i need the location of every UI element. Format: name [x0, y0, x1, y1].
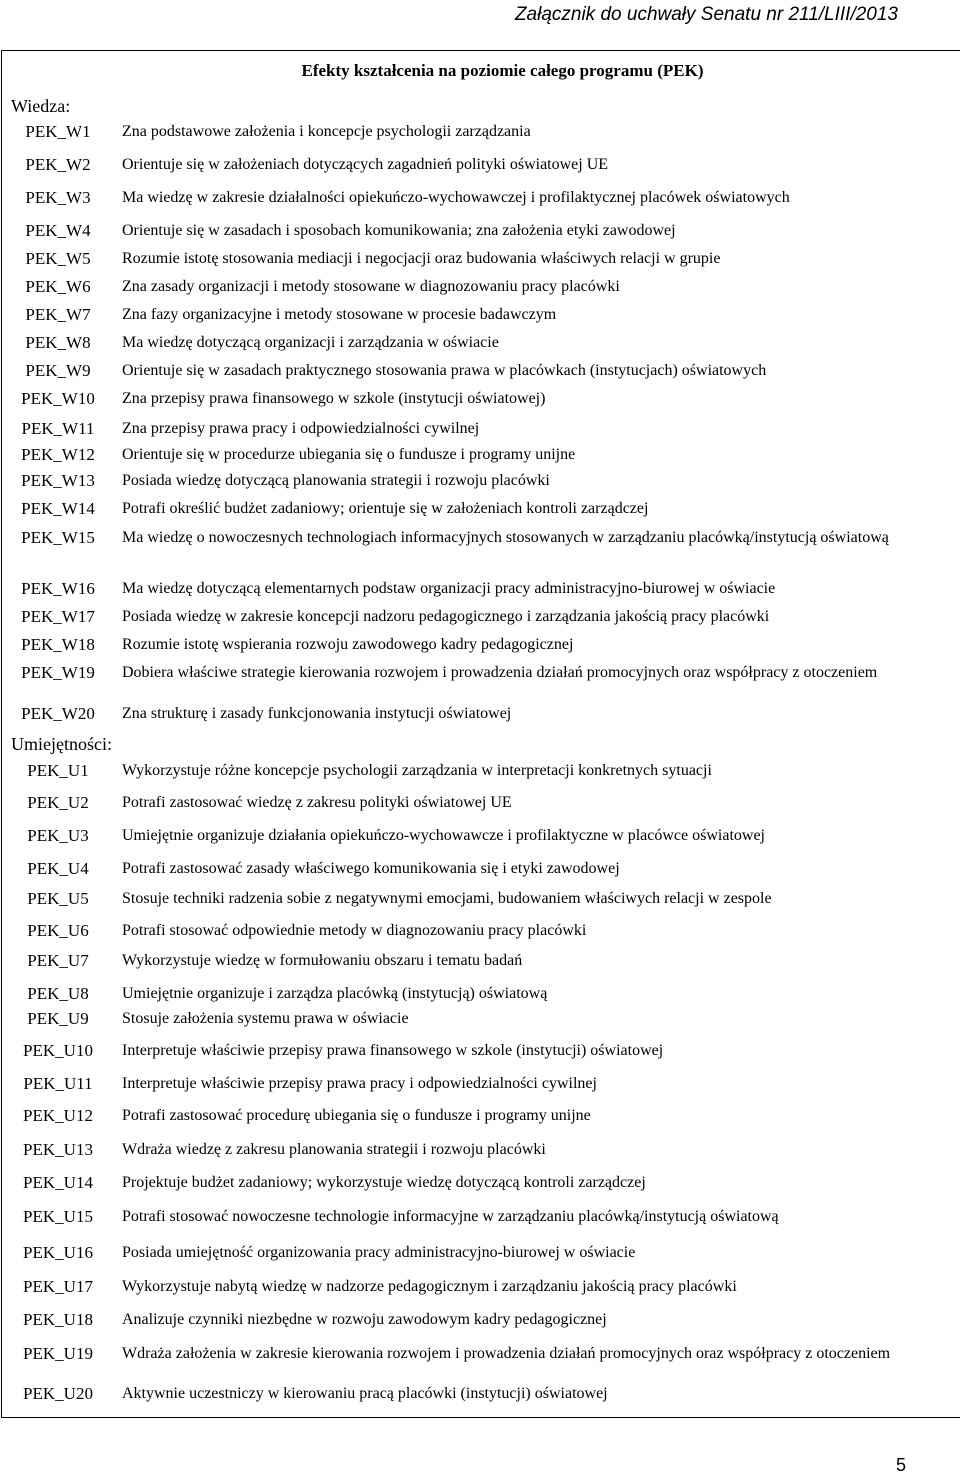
- item-description: Zna przepisy prawa pracy i odpowiedzialności cywilnej: [122, 420, 480, 437]
- item-description: Orientuje się w procedurze ubiegania się o fundusze i programy unijne: [122, 446, 576, 463]
- item-code: PEK_W6: [25, 277, 91, 296]
- item-code: PEK_W4: [25, 221, 91, 240]
- item-description: Interpretuje właściwie przepisy prawa pracy i odpowiedzialności cywilnej: [122, 1075, 597, 1092]
- item-description: Posiada umiejętność organizowania pracy administracyjno-biurowej w oświacie: [122, 1244, 636, 1261]
- item-description: Rozumie istotę stosowania mediacji i negocjacji oraz budowania właściwych relacji w grupie: [122, 250, 721, 267]
- item-code: PEK_U8: [27, 984, 89, 1003]
- item-description: Zna fazy organizacyjne i metody stosowane w procesie badawczym: [122, 306, 557, 323]
- item-description: Ma wiedzę dotyczącą organizacji i zarządzania w oświacie: [122, 334, 499, 351]
- item-code: PEK_W11: [21, 419, 95, 438]
- item-code: PEK_U2: [27, 793, 89, 812]
- item-description: Wykorzystuje nabytą wiedzę w nadzorze pedagogicznym i zarządzaniu jakością pracy placówki: [122, 1278, 737, 1295]
- item-description: Orientuje się w założeniach dotyczących zagadnień polityki oświatowej UE: [122, 156, 609, 173]
- item-description: Rozumie istotę wspierania rozwoju zawodowego kadry pedagogicznej: [122, 636, 574, 653]
- item-description: Ma wiedzę dotyczącą elementarnych podstaw organizacji pracy administracyjno-biurowej w oświacie: [122, 580, 776, 597]
- item-code: PEK_W8: [25, 333, 91, 352]
- item-description: Zna podstawowe założenia i koncepcje psychologii zarządzania: [122, 123, 531, 140]
- item-description: Potrafi określić budżet zadaniowy; orientuje się w założeniach kontroli zarządczej: [122, 500, 649, 517]
- item-code: PEK_U15: [23, 1207, 93, 1226]
- item-code: PEK_W13: [21, 471, 95, 490]
- item-code: PEK_U18: [23, 1310, 93, 1329]
- item-description: Orientuje się w zasadach i sposobach komunikowania; zna założenia etyki zawodowej: [122, 222, 676, 239]
- item-code: PEK_U19: [23, 1344, 93, 1363]
- item-description: Potrafi stosować odpowiednie metody w diagnozowaniu pracy placówki: [122, 922, 587, 939]
- item-code: PEK_U10: [23, 1041, 93, 1060]
- section-title: Efekty kształcenia na poziomie całego programu (PEK): [301, 61, 704, 80]
- item-description: Aktywnie uczestniczy w kierowaniu pracą placówki (instytucji) oświatowej: [122, 1385, 608, 1402]
- item-description: Ma wiedzę w zakresie działalności opiekuńczo-wychowawczej i profilaktycznej placówek oświatowych: [122, 189, 790, 206]
- item-description: Posiada wiedzę dotyczącą planowania strategii i rozwoju placówki: [122, 472, 550, 489]
- item-code: PEK_W14: [21, 499, 95, 518]
- item-code: PEK_U3: [27, 826, 89, 845]
- header-note: Załącznik do uchwały Senatu nr 211/LIII/2013: [514, 4, 898, 25]
- item-description: Zna strukturę i zasady funkcjonowania instytucji oświatowej: [122, 705, 512, 722]
- item-description: Wykorzystuje wiedzę w formułowaniu obszaru i tematu badań: [122, 952, 523, 969]
- item-description: Zna przepisy prawa finansowego w szkole (instytucji oświatowej): [122, 390, 546, 407]
- item-code: PEK_U17: [23, 1277, 93, 1296]
- item-description: Umiejętnie organizuje i zarządza placówką (instytucją) oświatową: [122, 985, 548, 1002]
- item-code: PEK_U14: [23, 1173, 93, 1192]
- skills-label: Umiejętności:: [11, 734, 112, 754]
- item-description: Wdraża założenia w zakresie kierowania rozwojem i prowadzenia działań promocyjnych oraz współpracy z otoczeniem: [122, 1345, 891, 1362]
- knowledge-label: Wiedza:: [11, 96, 71, 116]
- item-code: PEK_U12: [23, 1106, 93, 1125]
- item-description: Potrafi zastosować zasady właściwego komunikowania się i etyki zawodowej: [122, 860, 620, 877]
- item-description: Ma wiedzę o nowoczesnych technologiach informacyjnych stosowanych w zarządzaniu placówką/instytucją oświatową: [122, 529, 889, 546]
- item-description: Zna zasady organizacji i metody stosowane w diagnozowaniu pracy placówki: [122, 278, 620, 295]
- item-code: PEK_U6: [27, 921, 89, 940]
- item-code: PEK_W1: [25, 122, 91, 141]
- item-code: PEK_W15: [21, 528, 95, 547]
- item-code: PEK_W9: [25, 361, 91, 380]
- item-code: PEK_W10: [21, 389, 95, 408]
- item-description: Umiejętnie organizuje działania opiekuńczo-wychowawcze i profilaktyczne w placówce oświatowej: [122, 827, 765, 844]
- item-code: PEK_W2: [25, 155, 91, 174]
- item-code: PEK_U4: [27, 859, 89, 878]
- item-code: PEK_W20: [21, 704, 95, 723]
- item-code: PEK_U9: [27, 1009, 89, 1028]
- item-description: Dobiera właściwe strategie kierowania rozwojem i prowadzenia działań promocyjnych oraz współpracy z otoczeniem: [122, 664, 878, 681]
- item-description: Potrafi zastosować procedurę ubiegania się o fundusze i programy unijne: [122, 1107, 591, 1124]
- item-code: PEK_U13: [23, 1140, 93, 1159]
- item-code: PEK_W18: [21, 635, 95, 654]
- item-code: PEK_U5: [27, 889, 89, 908]
- item-description: Analizuje czynniki niezbędne w rozwoju zawodowym kadry pedagogicznej: [122, 1311, 607, 1328]
- item-code: PEK_W3: [25, 188, 91, 207]
- item-code: PEK_U11: [23, 1074, 93, 1093]
- item-code: PEK_U20: [23, 1384, 93, 1403]
- item-description: Wykorzystuje różne koncepcje psychologii zarządzania w interpretacji konkretnych sytuacji: [122, 762, 712, 779]
- item-description: Stosuje techniki radzenia sobie z negatywnymi emocjami, budowaniem właściwych relacji w zespole: [122, 890, 772, 907]
- item-code: PEK_W12: [21, 445, 95, 464]
- page-number: 5: [895, 1455, 906, 1475]
- item-description: Potrafi zastosować wiedzę z zakresu polityki oświatowej UE: [122, 794, 512, 811]
- item-code: PEK_W17: [21, 607, 95, 626]
- item-description: Interpretuje właściwie przepisy prawa finansowego w szkole (instytucji) oświatowej: [122, 1042, 664, 1059]
- item-description: Orientuje się w zasadach praktycznego stosowania prawa w placówkach (instytucjach) oświatowych: [122, 362, 767, 379]
- item-description: Potrafi stosować nowoczesne technologie informacyjne w zarządzaniu placówką/instytucją oświatową: [122, 1208, 779, 1225]
- item-code: PEK_U16: [23, 1243, 93, 1262]
- item-description: Stosuje założenia systemu prawa w oświacie: [122, 1010, 409, 1027]
- item-code: PEK_W5: [25, 249, 91, 268]
- item-code: PEK_W19: [21, 663, 95, 682]
- item-description: Posiada wiedzę w zakresie koncepcji nadzoru pedagogicznego i zarządzania jakością pracy placówki: [122, 608, 770, 625]
- item-description: Projektuje budżet zadaniowy; wykorzystuje wiedzę dotyczącą kontroli zarządczej: [122, 1174, 646, 1191]
- item-code: PEK_W7: [25, 305, 91, 324]
- item-code: PEK_U1: [27, 761, 89, 780]
- item-code: PEK_U7: [27, 951, 89, 970]
- item-code: PEK_W16: [21, 579, 95, 598]
- item-description: Wdraża wiedzę z zakresu planowania strategii i rozwoju placówki: [122, 1141, 546, 1158]
